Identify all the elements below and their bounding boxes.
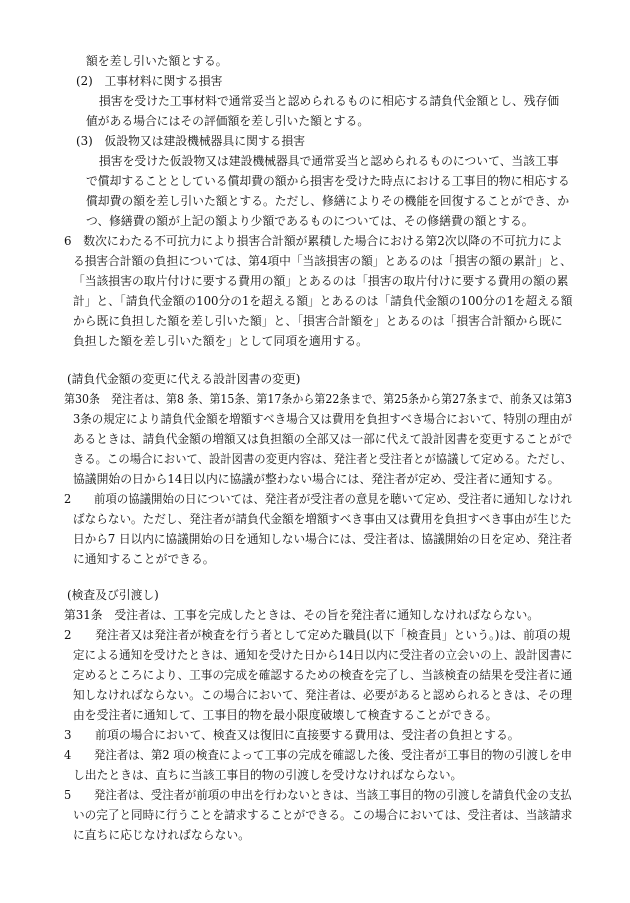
text-line: 償却費の額を差し引いた額とする。ただし、修繕によりその機能を回復することができ、か — [86, 194, 570, 208]
text-line: いの完了と同時に行うことを請求することができる。この場合においては、受注者は、当該請求 — [73, 808, 573, 822]
text-line: きる。この場合において、設計図書の変更内容は、発注者と受注者とが協議して定める。ただし、 — [73, 452, 572, 466]
text-line: 額を差し引いた額とする。 — [86, 54, 228, 68]
text-line: 由を受注者に通知して、工事目的物を最小限度破壊して検査することができる。 — [73, 708, 498, 722]
text-line: 3 前項の場合において、検査又は復旧に直接要する費用は、受注者の負担とする。 — [64, 728, 520, 742]
text-line: (請負代金額の変更に代える設計図書の変更) — [67, 372, 301, 386]
text-line: 負担した額を差し引いた額を」として同項を適用する。 — [73, 334, 368, 348]
text-line: 2 前項の協議開始の日については、発注者が受注者の意見を聴いて定め、受注者に通知しなけれ — [64, 492, 572, 506]
text-line: 定による通知を受けたときは、通知を受けた日から14日以内に受注者の立会いの上、設計図書に — [73, 648, 573, 662]
text-line: 協議開始の日から14日以内に協議が整わない場合には、発注者が定め、受注者に通知する。 — [73, 472, 560, 486]
text-line: (3) 仮設物又は建設機械器具に関する損害 — [76, 134, 306, 148]
text-line: 値がある場合にはその評価額を差し引いた額とする。 — [86, 114, 370, 128]
text-line: に通知することができる。 — [73, 552, 215, 566]
text-line: 5 発注者は、受注者が前項の申出を行わないときは、当該工事目的物の引渡しを請負代金の支払 — [64, 788, 572, 802]
text-line: 「当該損害の取片付けに要する費用の額」とあるのは「損害の取片付けに要する費用の額の累 — [73, 274, 569, 288]
text-line: し出たときは、直ちに当該工事目的物の引渡しを受けなければならない。 — [73, 768, 463, 782]
text-line: 損害を受けた仮設物又は建設機械器具で通常妥当と認められるものについて、当該工事 — [99, 154, 559, 168]
text-line: 第30条 発注者は、第8 条、第15条、第17条から第22条まで、第25条から第27条まで、前条又は第3 — [64, 392, 572, 406]
text-line: から既に負担した額を差し引いた額」と、「損害合計額を」とあるのは「損害合計額から既に — [73, 314, 563, 328]
text-line: に直ちに応じなければならない。 — [73, 828, 250, 842]
text-line: で償却することとしている償却費の額から損害を受けた時点における工事目的物に相応する — [86, 174, 570, 188]
text-line: 損害を受けた工事材料で通常妥当と認められるものに相応する請負代金額とし、残存価 — [99, 94, 560, 108]
text-line: 4 発注者は、第2 項の検査によって工事の完成を確認した後、受注者が工事目的物の引渡しを申 — [64, 748, 573, 762]
text-line: 2 発注者又は発注者が検査を行う者として定めた職員(以下「検査員」という。)は、前項の規 — [64, 628, 571, 642]
text-line: 3条の規定により請負代金額を増額すべき場合又は費用を負担すべき場合において、特別の理由が — [73, 412, 573, 426]
text-line: 計」と、「請負代金額の100分の1を超える額」とあるのは「請負代金額の100分の1を超える額 — [73, 294, 573, 308]
text-line: る損害合計額の負担については、第4項中「当該損害の額」とあるのは「損害の額の累計」と、 — [73, 254, 572, 268]
text-line: 日から7 日以内に協議開始の日を通知しない場合には、受注者は、協議開始の日を定め、発注者 — [73, 532, 573, 546]
text-line: つ、修繕費の額が上記の額より少額であるものについては、その修繕費の額とする。 — [86, 214, 534, 228]
text-line: あるときは、請負代金額の増額又は負担額の全部又は一部に代えて設計図書を変更することがで — [73, 432, 573, 446]
text-line: 定めるところにより、工事の完成を確認するための検査を完了し、当該検査の結果を受注者に通 — [73, 668, 573, 682]
text-line: ばならない。ただし、発注者が請負代金額を増額すべき事由又は費用を負担すべき事由が生じた — [73, 512, 572, 526]
text-line: 第31条 受注者は、工事を完成したときは、その旨を発注者に通知しなければならない。 — [64, 608, 540, 622]
text-line: (2) 工事材料に関する損害 — [76, 74, 223, 88]
text-line: 知しなければならない。この場合において、発注者は、必要があると認められるときは、その理 — [73, 688, 573, 702]
text-line: (検査及び引渡し) — [67, 588, 159, 602]
text-line: 6 数次にわたる不可抗力により損害合計額が累積した場合における第2次以降の不可抗力によ — [64, 234, 563, 248]
